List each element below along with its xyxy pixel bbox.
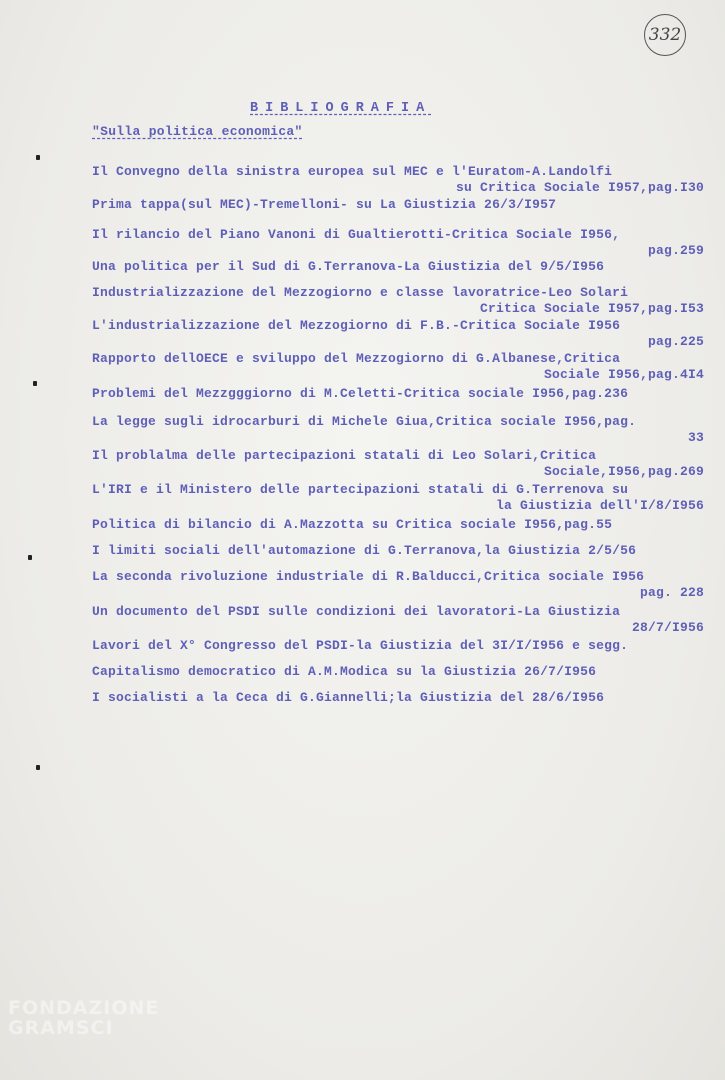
bibliography-entry — [92, 569, 704, 601]
entry-line-1: Problemi del Mezzgggiorno di M.Celetti-Critica sociale I956,pag.236 — [92, 386, 629, 401]
entry-line-1: Capitalismo democratico di A.M.Modica su la Giustizia 26/7/I956 — [92, 664, 597, 679]
entry-line-1: Rapporto dellOECE e sviluppo del Mezzogiorno di G.Albanese,Critica — [92, 351, 621, 366]
bibliography-entry — [92, 414, 704, 446]
entry-line-2: pag. 228 — [639, 585, 704, 600]
entry-line-1: La seconda rivoluzione industriale di R.Balducci,Critica sociale I956 — [92, 569, 645, 584]
entry-line-2: Sociale I956,pag.4I4 — [543, 367, 704, 382]
entry-line-1: L'industrializzazione del Mezzogiorno di F.B.-Critica Sociale I956 — [92, 318, 621, 333]
bibliography-entry — [92, 638, 704, 654]
punch-hole-mark — [36, 765, 40, 770]
entry-line-1: Il rilancio del Piano Vanoni di Gualtierotti-Critica Sociale I956, — [92, 227, 621, 242]
section-subtitle: "Sulla politica economica" — [92, 124, 303, 139]
entry-line-1: Una politica per il Sud di G.Terranova-La Giustizia del 9/5/I956 — [92, 259, 605, 274]
bibliography-entry — [92, 664, 704, 680]
entry-line-1: Il Convegno della sinistra europea sul MEC e l'Euratom-A.Landolfi — [92, 164, 613, 179]
bibliography-entry — [92, 482, 704, 514]
bibliography-entry — [92, 351, 704, 383]
bibliography-entry — [92, 690, 704, 706]
entry-line-2: 33 — [687, 430, 704, 445]
bibliography-entry — [92, 197, 704, 213]
bibliography-entry — [92, 259, 704, 275]
entry-line-2: su Critica Sociale I957,pag.I30 — [455, 180, 704, 195]
entry-line-1: Industrializzazione del Mezzogiorno e classe lavoratrice-Leo Solari — [92, 285, 629, 300]
document-title: BIBLIOGRAFIA — [250, 101, 432, 116]
entry-line-1: Il problalma delle partecipazioni statali di Leo Solari,Critica — [92, 448, 597, 463]
archive-watermark — [8, 998, 159, 1038]
entry-line-2: pag.225 — [647, 334, 704, 349]
entry-line-2: la Giustizia dell'I/8/I956 — [495, 498, 704, 513]
bibliography-entry — [92, 517, 704, 533]
entry-line-1: La legge sugli idrocarburi di Michele Giua,Critica sociale I956,pag. — [92, 414, 637, 429]
bibliography-entry — [92, 227, 704, 259]
bibliography-entry — [92, 164, 704, 196]
watermark-line-1: FONDAZIONE — [8, 997, 160, 1019]
punch-hole-mark — [28, 555, 32, 560]
entry-line-1: I limiti sociali dell'automazione di G.Terranova,la Giustizia 2/5/56 — [92, 543, 637, 558]
punch-hole-mark — [33, 381, 37, 386]
entry-line-2: pag.259 — [647, 243, 704, 258]
entry-line-2: Sociale,I956,pag.269 — [543, 464, 704, 479]
entry-line-1: Un documento del PSDI sulle condizioni dei lavoratori-La Giustizia — [92, 604, 621, 619]
entry-line-1: Lavori del X° Congresso del PSDI-la Giustizia del 3I/I/I956 e segg. — [92, 638, 629, 653]
entry-line-1: I socialisti a la Ceca di G.Giannelli;la Giustizia del 28/6/I956 — [92, 690, 605, 705]
bibliography-entry — [92, 543, 704, 559]
bibliography-entry — [92, 285, 704, 317]
bibliography-entry — [92, 386, 704, 402]
entry-line-1: L'IRI e il Ministero delle partecipazioni statali di G.Terrenova su — [92, 482, 629, 497]
page-number-stamp: 332 — [644, 14, 686, 56]
punch-hole-mark — [36, 155, 40, 160]
watermark-line-2: GRAMSCI — [8, 1017, 114, 1039]
bibliography-entry — [92, 448, 704, 480]
bibliography-entry — [92, 318, 704, 350]
entry-line-1: Politica di bilancio di A.Mazzotta su Critica sociale I956,pag.55 — [92, 517, 613, 532]
entry-line-2: Critica Sociale I957,pag.I53 — [479, 301, 704, 316]
entry-line-2: 28/7/I956 — [631, 620, 704, 635]
entry-line-1: Prima tappa(sul MEC)-Tremelloni- su La Giustizia 26/3/I957 — [92, 197, 557, 212]
bibliography-entry — [92, 604, 704, 636]
